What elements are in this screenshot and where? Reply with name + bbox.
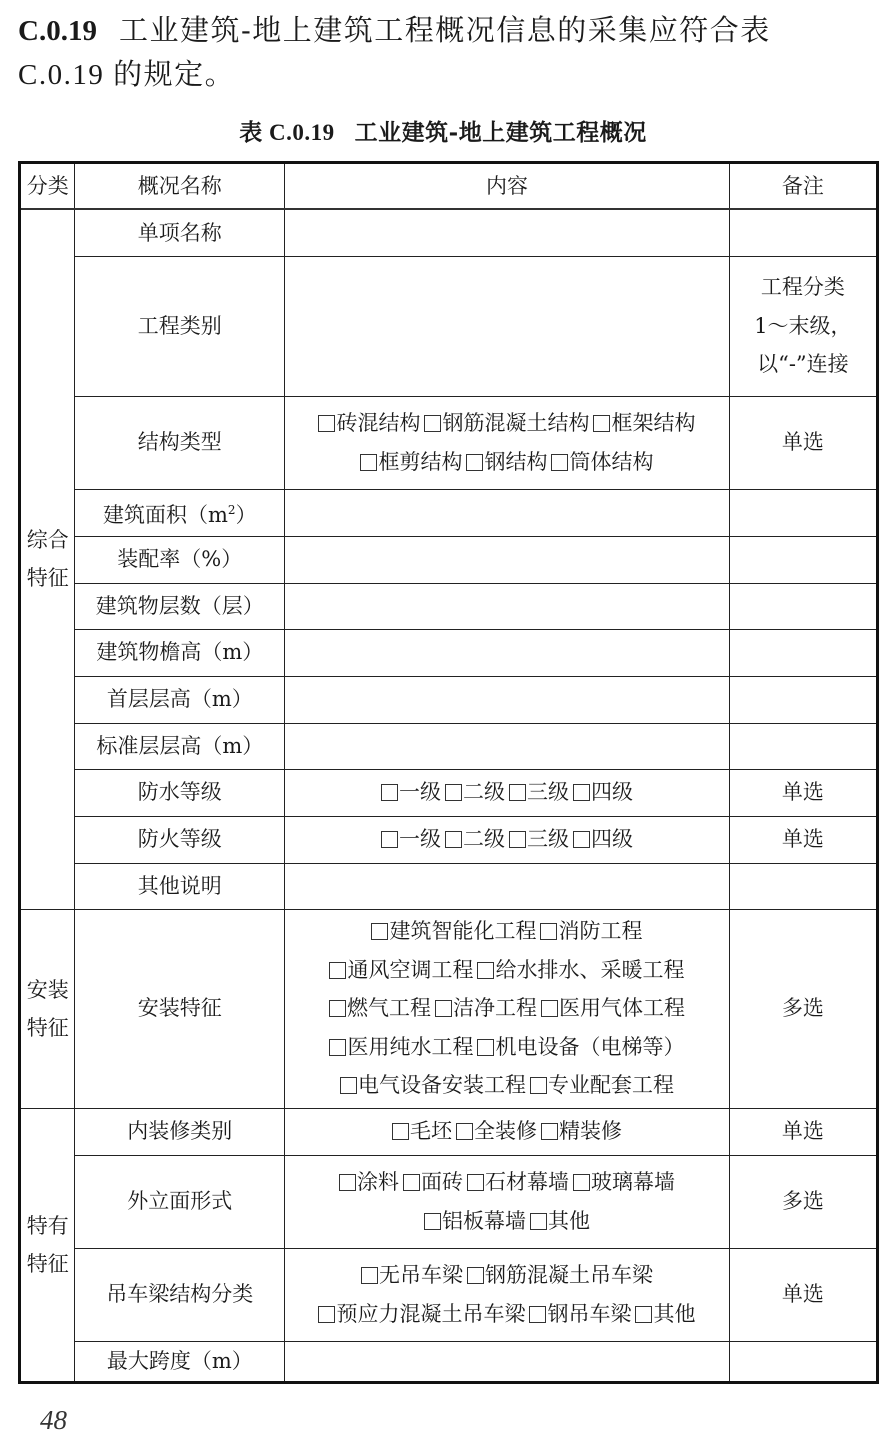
checkbox-icon[interactable] [541, 1123, 558, 1140]
note-cell [729, 583, 877, 629]
checkbox-label: 砖混结构 [336, 411, 421, 435]
checkbox-icon[interactable] [445, 784, 462, 801]
note-cell [729, 1248, 877, 1341]
checkbox-label: 其他 [547, 1208, 590, 1233]
checkbox-option[interactable] [540, 919, 642, 943]
checkbox-label: 医用纯水工程 [347, 1034, 474, 1059]
option-line [287, 1202, 727, 1241]
checkbox-label: 四级 [590, 827, 633, 852]
checkbox-label: 电气设备安装工程 [357, 1073, 526, 1098]
table-row [20, 396, 878, 489]
item-name: 吊车梁结构分类 [106, 1282, 254, 1307]
checkbox-label: 三级 [526, 827, 569, 852]
checkbox-option[interactable] [381, 780, 441, 804]
note-cell [729, 209, 877, 256]
header-note: 备注 [729, 163, 877, 210]
item-name-cell [75, 1108, 285, 1155]
checkbox-label: 钢吊车梁 [547, 1301, 632, 1326]
item-name: 外立面形式 [127, 1189, 233, 1214]
category-label: 特征 [26, 1015, 69, 1040]
checkbox-label: 给水排水、采暖工程 [495, 957, 685, 982]
item-name-cell [75, 1248, 285, 1341]
option-line [287, 1066, 727, 1105]
item-name: 标准层层高（m） [96, 733, 264, 758]
checkbox-option[interactable] [635, 1302, 695, 1326]
table-row [20, 863, 878, 909]
checkbox-label: 面砖 [420, 1170, 463, 1194]
table-row [20, 676, 878, 723]
checkbox-label: 二级 [462, 780, 505, 805]
content-cell[interactable] [285, 583, 730, 629]
content-cell [285, 909, 730, 1108]
note-text: 以“-”连接 [757, 352, 849, 377]
checkbox-option[interactable] [445, 780, 505, 804]
checkbox-label: 玻璃幕墙 [590, 1170, 675, 1194]
category-label: 特征 [26, 566, 69, 591]
checkbox-option[interactable] [329, 1035, 473, 1059]
item-name: 安装特征 [137, 996, 222, 1021]
content-cell [285, 396, 730, 489]
checkbox-icon[interactable] [529, 1306, 546, 1323]
note-cell [729, 396, 877, 489]
item-name-cell [75, 256, 285, 396]
checkbox-label: 洁净工程 [452, 996, 537, 1021]
checkbox-icon[interactable] [329, 962, 346, 979]
note-text: 单选 [781, 780, 824, 805]
item-name: 单项名称 [137, 220, 222, 245]
item-name: 建筑面积（m [103, 502, 228, 527]
clause-text-line1: 工业建筑-地上建筑工程概况信息的采集应符合表 [118, 13, 771, 47]
item-name-cell [75, 863, 285, 909]
content-cell[interactable] [285, 629, 730, 676]
checkbox-label: 一级 [398, 780, 441, 805]
item-name-cell [75, 396, 285, 489]
item-name-cell [75, 816, 285, 863]
checkbox-label: 框剪结构 [378, 449, 463, 474]
checkbox-icon[interactable] [467, 1174, 484, 1191]
checkbox-icon[interactable] [509, 784, 526, 801]
table-row [20, 816, 878, 863]
item-name: 首层层高（m） [106, 687, 253, 712]
checkbox-icon[interactable] [573, 1174, 590, 1191]
category-cell [20, 909, 75, 1108]
option-line [287, 404, 727, 443]
checkbox-option[interactable] [509, 780, 569, 804]
checkbox-option[interactable] [509, 827, 569, 851]
checkbox-option[interactable] [424, 411, 589, 435]
checkbox-option[interactable] [392, 1119, 452, 1143]
table-row [20, 769, 878, 816]
content-cell [285, 816, 730, 863]
table-title: 工业建筑-地上建筑工程概况 [354, 119, 647, 146]
note-cell [729, 1155, 877, 1248]
note-cell [729, 256, 877, 396]
checkbox-icon[interactable] [477, 962, 494, 979]
checkbox-icon[interactable] [445, 831, 462, 848]
category-label: 安装 [26, 977, 69, 1002]
note-text: 多选 [781, 1189, 824, 1214]
checkbox-label: 建筑智能化工程 [389, 919, 537, 944]
option-line [287, 912, 727, 951]
checkbox-icon[interactable] [424, 415, 441, 432]
table-row [20, 256, 878, 396]
checkbox-label: 其他 [653, 1301, 696, 1326]
checkbox-label: 燃气工程 [346, 996, 431, 1021]
content-cell[interactable] [285, 1341, 730, 1382]
checkbox-label: 涂料 [356, 1170, 399, 1194]
option-line [287, 443, 727, 482]
checkbox-label: 二级 [462, 827, 505, 852]
checkbox-option[interactable] [424, 1209, 526, 1233]
checkbox-icon[interactable] [456, 1123, 473, 1140]
checkbox-option[interactable] [371, 919, 536, 943]
note-cell [729, 1108, 877, 1155]
checkbox-label: 消防工程 [558, 919, 643, 944]
content-cell [285, 769, 730, 816]
checkbox-option[interactable] [360, 450, 462, 474]
category-label: 综合 [26, 528, 69, 553]
item-name-cell [75, 1155, 285, 1248]
checkbox-label: 铝板幕墙 [441, 1208, 526, 1233]
checkbox-option[interactable] [340, 1073, 526, 1097]
clause-paragraph [18, 8, 880, 97]
checkbox-icon[interactable] [339, 1174, 356, 1191]
note-cell [729, 489, 877, 536]
note-text: 1～末级， [754, 313, 852, 338]
content-cell[interactable] [285, 256, 730, 396]
item-name: 防水等级 [137, 780, 222, 805]
checkbox-option[interactable] [530, 1209, 590, 1233]
item-name-cell [75, 723, 285, 769]
checkbox-option[interactable] [541, 1119, 622, 1143]
item-name: 建筑物檐高（m） [96, 640, 264, 665]
note-cell [729, 1341, 877, 1382]
checkbox-option[interactable] [318, 1302, 525, 1326]
page-number: 48 [40, 1405, 67, 1435]
checkbox-icon[interactable] [540, 923, 557, 940]
checkbox-option[interactable] [456, 1119, 537, 1143]
checkbox-option[interactable] [573, 780, 633, 804]
item-name-cell [75, 629, 285, 676]
header-name: 概况名称 [75, 163, 285, 210]
checkbox-label: 三级 [526, 780, 569, 805]
option-line [287, 1112, 727, 1151]
item-name-cell [75, 536, 285, 583]
clause-text-line2: C.0.19 的规定。 [18, 59, 236, 91]
content-cell [285, 1248, 730, 1341]
checkbox-label: 毛坯 [409, 1119, 452, 1144]
checkbox-label: 框架结构 [611, 411, 696, 435]
header-category: 分类 [20, 163, 75, 210]
checkbox-label: 钢筋混凝土结构 [442, 411, 590, 435]
checkbox-icon[interactable] [318, 1306, 335, 1323]
item-name: 装配率（%） [117, 547, 243, 572]
item-name-cell [75, 909, 285, 1108]
table-header-row [20, 163, 878, 210]
checkbox-option[interactable] [593, 411, 695, 435]
content-cell [285, 1155, 730, 1248]
checkbox-label: 精装修 [558, 1119, 622, 1144]
checkbox-label: 筒体结构 [569, 449, 654, 474]
checkbox-label: 全装修 [473, 1119, 537, 1144]
note-text: 单选 [781, 1282, 824, 1307]
item-name: 防火等级 [137, 827, 222, 852]
content-cell[interactable] [285, 723, 730, 769]
checkbox-option[interactable] [551, 450, 653, 474]
checkbox-option[interactable] [361, 1263, 463, 1287]
table-row [20, 1248, 878, 1341]
item-name: 工程类别 [137, 313, 222, 338]
item-name: 内装修类别 [127, 1119, 233, 1144]
table-number: 表 C.0.19 [239, 120, 335, 145]
option-line [287, 989, 727, 1028]
checkbox-icon[interactable] [435, 1000, 452, 1017]
option-line [287, 1028, 727, 1067]
note-text: 多选 [781, 996, 824, 1021]
checkbox-option[interactable] [381, 827, 441, 851]
note-cell [729, 723, 877, 769]
checkbox-icon[interactable] [573, 831, 590, 848]
table-row [20, 1108, 878, 1155]
item-name-cell [75, 583, 285, 629]
checkbox-option[interactable] [339, 1170, 399, 1194]
note-cell [729, 629, 877, 676]
checkbox-icon[interactable] [551, 454, 568, 471]
checkbox-option[interactable] [403, 1170, 463, 1194]
checkbox-icon[interactable] [381, 784, 398, 801]
checkbox-label: 钢筋混凝土吊车梁 [484, 1263, 653, 1287]
table-row [20, 1155, 878, 1248]
table-row [20, 489, 878, 536]
content-cell[interactable] [285, 209, 730, 256]
checkbox-icon[interactable] [424, 1213, 441, 1230]
item-name-cell [75, 769, 285, 816]
table-row [20, 629, 878, 676]
checkbox-label: 专业配套工程 [547, 1073, 674, 1098]
category-cell [20, 1108, 75, 1382]
checkbox-icon[interactable] [361, 1267, 378, 1284]
note-cell [729, 769, 877, 816]
table-row [20, 909, 878, 1108]
content-cell[interactable] [285, 536, 730, 583]
project-overview-table [18, 161, 879, 1384]
checkbox-option[interactable] [318, 411, 420, 435]
note-text: 工程分类 [760, 275, 845, 300]
content-cell[interactable] [285, 676, 730, 723]
checkbox-icon[interactable] [340, 1077, 357, 1094]
checkbox-icon[interactable] [360, 454, 377, 471]
note-text: 单选 [781, 1119, 824, 1144]
content-cell[interactable] [285, 489, 730, 536]
item-name-suffix: ） [235, 502, 257, 527]
item-name: 建筑物层数（层） [95, 593, 264, 618]
checkbox-option[interactable] [541, 996, 685, 1020]
checkbox-option[interactable] [329, 996, 431, 1020]
checkbox-label: 预应力混凝土吊车梁 [336, 1301, 526, 1326]
checkbox-option[interactable] [467, 1170, 569, 1194]
checkbox-icon[interactable] [541, 1000, 558, 1017]
item-name: 结构类型 [137, 430, 222, 455]
option-line [287, 1256, 727, 1295]
checkbox-icon[interactable] [466, 454, 483, 471]
option-line [287, 1163, 727, 1202]
checkbox-icon[interactable] [593, 415, 610, 432]
table-row [20, 583, 878, 629]
note-text: 单选 [781, 430, 824, 455]
table-caption [0, 114, 886, 147]
table-row [20, 1341, 878, 1382]
checkbox-icon[interactable] [318, 415, 335, 432]
checkbox-label: 四级 [590, 780, 633, 805]
option-line [287, 951, 727, 990]
item-name-superscript: 2 [227, 502, 236, 517]
item-name-cell [75, 676, 285, 723]
content-cell [285, 1108, 730, 1155]
checkbox-label: 通风空调工程 [347, 957, 474, 982]
checkbox-icon[interactable] [635, 1306, 652, 1323]
item-name-cell [75, 489, 285, 536]
option-line [287, 773, 727, 812]
checkbox-icon[interactable] [371, 923, 388, 940]
checkbox-option[interactable] [529, 1302, 631, 1326]
item-name-cell [75, 1341, 285, 1382]
checkbox-label: 石材幕墙 [484, 1170, 569, 1194]
checkbox-label: 无吊车梁 [378, 1263, 463, 1287]
item-name: 最大跨度（m） [106, 1348, 253, 1373]
checkbox-option[interactable] [466, 450, 547, 474]
category-label: 特有 [26, 1213, 69, 1238]
checkbox-option[interactable] [435, 996, 537, 1020]
note-cell [729, 816, 877, 863]
item-name: 其他说明 [137, 873, 222, 898]
checkbox-option[interactable] [573, 1170, 675, 1194]
item-name-cell [75, 209, 285, 256]
table-row [20, 536, 878, 583]
checkbox-icon[interactable] [530, 1077, 547, 1094]
option-line [287, 820, 727, 859]
checkbox-label: 医用气体工程 [558, 996, 685, 1021]
checkbox-icon[interactable] [573, 784, 590, 801]
checkbox-option[interactable] [573, 827, 633, 851]
checkbox-option[interactable] [530, 1073, 674, 1097]
note-cell [729, 909, 877, 1108]
checkbox-label: 机电设备（电梯等） [495, 1034, 685, 1059]
content-cell[interactable] [285, 863, 730, 909]
note-cell [729, 676, 877, 723]
checkbox-icon[interactable] [403, 1174, 420, 1191]
checkbox-option[interactable] [329, 958, 473, 982]
clause-number: C.0.19 [18, 15, 97, 47]
checkbox-icon[interactable] [467, 1267, 484, 1284]
checkbox-option[interactable] [445, 827, 505, 851]
checkbox-icon[interactable] [329, 1000, 346, 1017]
table-row [20, 209, 878, 256]
note-text: 单选 [781, 827, 824, 852]
checkbox-icon[interactable] [381, 831, 398, 848]
category-cell [20, 209, 75, 909]
header-content: 内容 [285, 163, 730, 210]
checkbox-label: 一级 [398, 827, 441, 852]
note-cell [729, 536, 877, 583]
category-label: 特征 [26, 1251, 69, 1276]
note-cell [729, 863, 877, 909]
checkbox-option[interactable] [467, 1263, 653, 1287]
checkbox-icon[interactable] [329, 1039, 346, 1056]
checkbox-option[interactable] [477, 958, 684, 982]
table-row [20, 723, 878, 769]
checkbox-option[interactable] [477, 1035, 684, 1059]
checkbox-icon[interactable] [509, 831, 526, 848]
option-line [287, 1295, 727, 1334]
checkbox-icon[interactable] [477, 1039, 494, 1056]
checkbox-label: 钢结构 [484, 449, 548, 474]
checkbox-icon[interactable] [530, 1213, 547, 1230]
checkbox-icon[interactable] [392, 1123, 409, 1140]
